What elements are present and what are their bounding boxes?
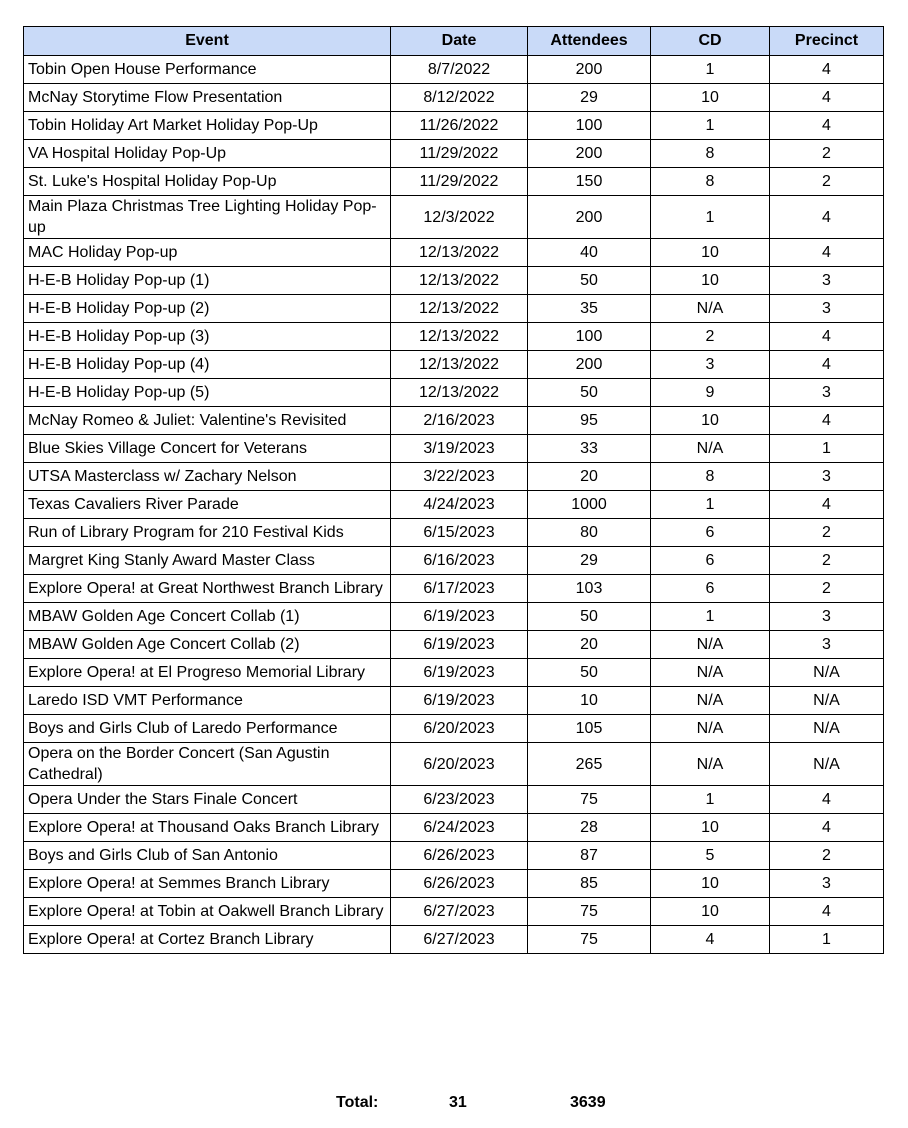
cell-attendees: 80 [528, 519, 651, 547]
cell-cd: N/A [651, 435, 770, 463]
cell-event: H-E-B Holiday Pop-up (1) [24, 267, 391, 295]
cell-date: 3/19/2023 [391, 435, 528, 463]
cell-attendees: 95 [528, 407, 651, 435]
cell-attendees: 265 [528, 743, 651, 786]
cell-precinct: 3 [770, 870, 884, 898]
cell-event: Boys and Girls Club of Laredo Performance [24, 715, 391, 743]
cell-date: 11/29/2022 [391, 140, 528, 168]
table-row [24, 715, 884, 743]
cell-attendees: 200 [528, 196, 651, 239]
cell-event: Texas Cavaliers River Parade [24, 491, 391, 519]
cell-attendees: 100 [528, 112, 651, 140]
cell-precinct: 4 [770, 407, 884, 435]
cell-cd: 10 [651, 814, 770, 842]
table-row [24, 295, 884, 323]
table-row [24, 926, 884, 954]
cell-attendees: 75 [528, 786, 651, 814]
cell-cd: 10 [651, 898, 770, 926]
cell-cd: 1 [651, 491, 770, 519]
cell-cd: 5 [651, 842, 770, 870]
table-row [24, 351, 884, 379]
table-row [24, 196, 884, 239]
cell-event: Run of Library Program for 210 Festival Kids [24, 519, 391, 547]
cell-precinct: 2 [770, 842, 884, 870]
cell-event: Main Plaza Christmas Tree Lighting Holiday Pop-up [24, 196, 391, 239]
cell-event: Explore Opera! at Great Northwest Branch Library [24, 575, 391, 603]
cell-date: 6/20/2023 [391, 715, 528, 743]
cell-date: 6/16/2023 [391, 547, 528, 575]
cell-attendees: 85 [528, 870, 651, 898]
header-row [24, 27, 884, 56]
table-row [24, 519, 884, 547]
cell-event: Explore Opera! at Tobin at Oakwell Branch Library [24, 898, 391, 926]
cell-cd: 9 [651, 379, 770, 407]
table-row [24, 575, 884, 603]
cell-cd: 2 [651, 323, 770, 351]
cell-event: McNay Romeo & Juliet: Valentine's Revisited [24, 407, 391, 435]
cell-date: 6/26/2023 [391, 842, 528, 870]
table-row [24, 547, 884, 575]
cell-precinct: 4 [770, 898, 884, 926]
cell-precinct: 2 [770, 519, 884, 547]
table-row [24, 631, 884, 659]
cell-date: 12/13/2022 [391, 267, 528, 295]
cell-attendees: 10 [528, 687, 651, 715]
cell-attendees: 40 [528, 239, 651, 267]
cell-event: MAC Holiday Pop-up [24, 239, 391, 267]
cell-cd: N/A [651, 687, 770, 715]
total-attendees: 3639 [570, 1094, 606, 1111]
cell-cd: 8 [651, 168, 770, 196]
cell-date: 6/15/2023 [391, 519, 528, 547]
cell-precinct: 4 [770, 196, 884, 239]
cell-date: 12/13/2022 [391, 351, 528, 379]
cell-date: 6/20/2023 [391, 743, 528, 786]
cell-cd: 1 [651, 603, 770, 631]
cell-date: 8/7/2022 [391, 56, 528, 84]
cell-precinct: 2 [770, 575, 884, 603]
cell-event: Margret King Stanly Award Master Class [24, 547, 391, 575]
table-row [24, 267, 884, 295]
cell-event: VA Hospital Holiday Pop-Up [24, 140, 391, 168]
table-row [24, 870, 884, 898]
cell-precinct: 4 [770, 491, 884, 519]
cell-date: 6/19/2023 [391, 687, 528, 715]
cell-attendees: 29 [528, 547, 651, 575]
cell-date: 8/12/2022 [391, 84, 528, 112]
cell-date: 4/24/2023 [391, 491, 528, 519]
column-header-event: Event [24, 27, 391, 56]
cell-event: H-E-B Holiday Pop-up (2) [24, 295, 391, 323]
table-row [24, 814, 884, 842]
table-row [24, 491, 884, 519]
cell-date: 6/24/2023 [391, 814, 528, 842]
table-row [24, 323, 884, 351]
cell-precinct: 1 [770, 435, 884, 463]
cell-attendees: 150 [528, 168, 651, 196]
cell-event: Boys and Girls Club of San Antonio [24, 842, 391, 870]
cell-precinct: 4 [770, 786, 884, 814]
table-row [24, 687, 884, 715]
cell-event: Explore Opera! at El Progreso Memorial Library [24, 659, 391, 687]
cell-attendees: 200 [528, 351, 651, 379]
cell-cd: 1 [651, 56, 770, 84]
table-row [24, 379, 884, 407]
cell-event: MBAW Golden Age Concert Collab (1) [24, 603, 391, 631]
cell-event: Explore Opera! at Cortez Branch Library [24, 926, 391, 954]
table-row [24, 112, 884, 140]
cell-date: 6/17/2023 [391, 575, 528, 603]
cell-precinct: 4 [770, 56, 884, 84]
cell-attendees: 35 [528, 295, 651, 323]
cell-precinct: 4 [770, 323, 884, 351]
cell-precinct: 3 [770, 603, 884, 631]
cell-event: Tobin Open House Performance [24, 56, 391, 84]
cell-cd: 8 [651, 463, 770, 491]
cell-attendees: 50 [528, 603, 651, 631]
cell-date: 3/22/2023 [391, 463, 528, 491]
cell-precinct: N/A [770, 715, 884, 743]
cell-attendees: 20 [528, 631, 651, 659]
total-label: Total: [336, 1094, 379, 1111]
cell-cd: 6 [651, 519, 770, 547]
cell-cd: 1 [651, 112, 770, 140]
cell-event: Opera Under the Stars Finale Concert [24, 786, 391, 814]
cell-precinct: 3 [770, 379, 884, 407]
cell-cd: N/A [651, 743, 770, 786]
cell-precinct: 4 [770, 84, 884, 112]
cell-attendees: 33 [528, 435, 651, 463]
cell-event: H-E-B Holiday Pop-up (5) [24, 379, 391, 407]
cell-precinct: 3 [770, 295, 884, 323]
column-header-attendees: Attendees [528, 27, 651, 56]
cell-precinct: 4 [770, 814, 884, 842]
cell-event: UTSA Masterclass w/ Zachary Nelson [24, 463, 391, 491]
table-row [24, 463, 884, 491]
cell-event: Blue Skies Village Concert for Veterans [24, 435, 391, 463]
cell-precinct: N/A [770, 659, 884, 687]
column-header-cd: CD [651, 27, 770, 56]
cell-date: 11/26/2022 [391, 112, 528, 140]
table-row [24, 603, 884, 631]
cell-date: 6/19/2023 [391, 603, 528, 631]
cell-event: Laredo ISD VMT Performance [24, 687, 391, 715]
column-header-precinct: Precinct [770, 27, 884, 56]
cell-event: H-E-B Holiday Pop-up (4) [24, 351, 391, 379]
cell-date: 12/13/2022 [391, 323, 528, 351]
cell-attendees: 1000 [528, 491, 651, 519]
cell-date: 6/19/2023 [391, 631, 528, 659]
cell-precinct: 4 [770, 239, 884, 267]
cell-precinct: 3 [770, 267, 884, 295]
table-row [24, 84, 884, 112]
table-row [24, 659, 884, 687]
total-count: 31 [449, 1094, 467, 1111]
cell-event: St. Luke's Hospital Holiday Pop-Up [24, 168, 391, 196]
cell-event: MBAW Golden Age Concert Collab (2) [24, 631, 391, 659]
cell-date: 6/19/2023 [391, 659, 528, 687]
cell-precinct: N/A [770, 687, 884, 715]
cell-cd: 10 [651, 239, 770, 267]
table-row [24, 168, 884, 196]
cell-precinct: N/A [770, 743, 884, 786]
cell-attendees: 50 [528, 379, 651, 407]
cell-cd: 8 [651, 140, 770, 168]
cell-cd: N/A [651, 715, 770, 743]
cell-cd: 4 [651, 926, 770, 954]
cell-attendees: 100 [528, 323, 651, 351]
cell-cd: 6 [651, 575, 770, 603]
cell-precinct: 2 [770, 168, 884, 196]
table-row [24, 898, 884, 926]
cell-cd: 10 [651, 84, 770, 112]
cell-cd: N/A [651, 295, 770, 323]
cell-event: H-E-B Holiday Pop-up (3) [24, 323, 391, 351]
cell-precinct: 3 [770, 631, 884, 659]
cell-event: Explore Opera! at Thousand Oaks Branch Library [24, 814, 391, 842]
cell-cd: 10 [651, 870, 770, 898]
cell-date: 6/26/2023 [391, 870, 528, 898]
cell-date: 6/23/2023 [391, 786, 528, 814]
column-header-date: Date [391, 27, 528, 56]
cell-attendees: 75 [528, 926, 651, 954]
cell-attendees: 200 [528, 56, 651, 84]
cell-date: 6/27/2023 [391, 926, 528, 954]
cell-cd: 3 [651, 351, 770, 379]
cell-attendees: 20 [528, 463, 651, 491]
cell-date: 2/16/2023 [391, 407, 528, 435]
cell-cd: 1 [651, 786, 770, 814]
cell-event: Opera on the Border Concert (San Agustin Cathedral) [24, 743, 391, 786]
table-row [24, 407, 884, 435]
cell-attendees: 50 [528, 267, 651, 295]
cell-date: 6/27/2023 [391, 898, 528, 926]
table-row [24, 842, 884, 870]
cell-attendees: 50 [528, 659, 651, 687]
table-row [24, 743, 884, 786]
cell-cd: 6 [651, 547, 770, 575]
cell-precinct: 2 [770, 140, 884, 168]
cell-date: 11/29/2022 [391, 168, 528, 196]
cell-precinct: 4 [770, 112, 884, 140]
cell-date: 12/3/2022 [391, 196, 528, 239]
cell-attendees: 28 [528, 814, 651, 842]
table-row [24, 56, 884, 84]
cell-cd: 10 [651, 407, 770, 435]
table-row [24, 786, 884, 814]
cell-cd: N/A [651, 659, 770, 687]
cell-precinct: 1 [770, 926, 884, 954]
cell-event: Explore Opera! at Semmes Branch Library [24, 870, 391, 898]
cell-date: 12/13/2022 [391, 239, 528, 267]
cell-cd: 1 [651, 196, 770, 239]
cell-precinct: 4 [770, 351, 884, 379]
cell-attendees: 200 [528, 140, 651, 168]
cell-event: Tobin Holiday Art Market Holiday Pop-Up [24, 112, 391, 140]
table-row [24, 239, 884, 267]
table-row [24, 140, 884, 168]
cell-cd: 10 [651, 267, 770, 295]
cell-attendees: 87 [528, 842, 651, 870]
cell-attendees: 105 [528, 715, 651, 743]
cell-attendees: 75 [528, 898, 651, 926]
cell-precinct: 2 [770, 547, 884, 575]
cell-attendees: 29 [528, 84, 651, 112]
cell-date: 12/13/2022 [391, 379, 528, 407]
cell-cd: N/A [651, 631, 770, 659]
cell-attendees: 103 [528, 575, 651, 603]
cell-precinct: 3 [770, 463, 884, 491]
events-table [23, 26, 884, 954]
table-row [24, 435, 884, 463]
cell-date: 12/13/2022 [391, 295, 528, 323]
cell-event: McNay Storytime Flow Presentation [24, 84, 391, 112]
